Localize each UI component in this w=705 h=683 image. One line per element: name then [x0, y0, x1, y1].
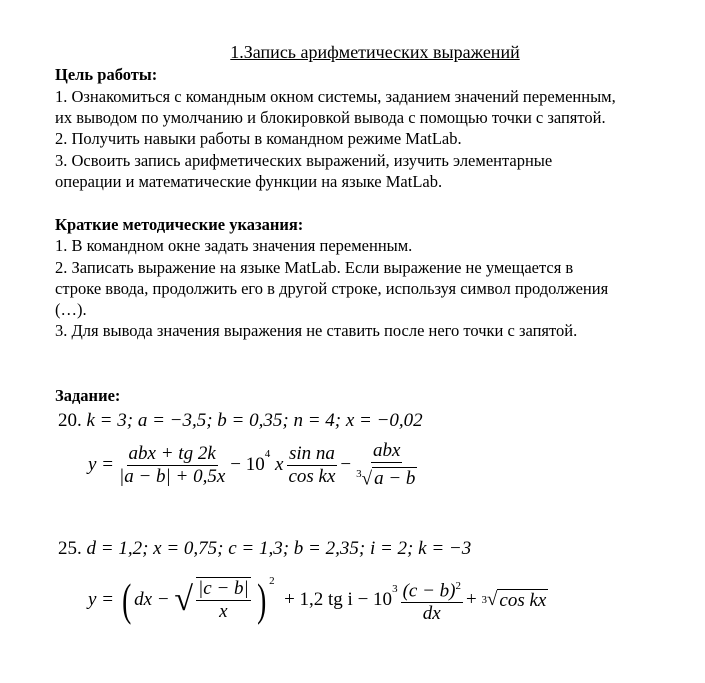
notes-line: (…).: [55, 300, 87, 319]
notes-line: строке ввода, продолжить его в другой строке, используя символ продолжения: [55, 279, 609, 298]
page-title: 1.Запись арифметических выражений: [230, 42, 520, 62]
goal-line: 2. Получить навыки работы в командном режиме MatLab.: [55, 129, 462, 148]
goal-line: 3. Освоить запись арифметических выражений, изучить элементарные: [55, 151, 553, 170]
variant-25-formula: y = ( dx − √ |c − b| x ) $^2$ + 1,2 tg i − 10 $^3$ $(c - b)^2$ dx + 3 √ cos kx: [88, 574, 547, 626]
goal-heading: Цель работы:: [55, 65, 158, 84]
variant-20-params: 20. k = 3; a = −3,5; b = 0,35; n = 4; x = −0,02: [58, 410, 423, 431]
notes-heading: Краткие методические указания:: [55, 215, 304, 234]
variant-20-formula: y = abx + tg 2k |a − b| + 0,5x − 10 $^4$ x sin na cos kx − abx $^3$√ a − b: [88, 440, 416, 490]
goal-line: их выводом по умолчанию и блокировкой вывода с помощью точки с запятой.: [55, 108, 606, 127]
notes-line: 1. В командном окне задать значения переменным.: [55, 236, 413, 255]
goal-line: операции и математические функции на языке MatLab.: [55, 172, 443, 191]
task-heading: Задание:: [55, 386, 121, 405]
variant-25-params: 25. d = 1,2; x = 0,75; c = 1,3; b = 2,35; i = 2; k = −3: [58, 538, 472, 559]
goal-line: 1. Ознакомиться с командным окном системы, заданием значений переменным,: [55, 87, 616, 106]
notes-line: 2. Записать выражение на языке MatLab. Если выражение не умещается в: [55, 258, 574, 277]
notes-line: 3. Для вывода значения выражения не ставить после него точки с запятой.: [55, 321, 578, 340]
